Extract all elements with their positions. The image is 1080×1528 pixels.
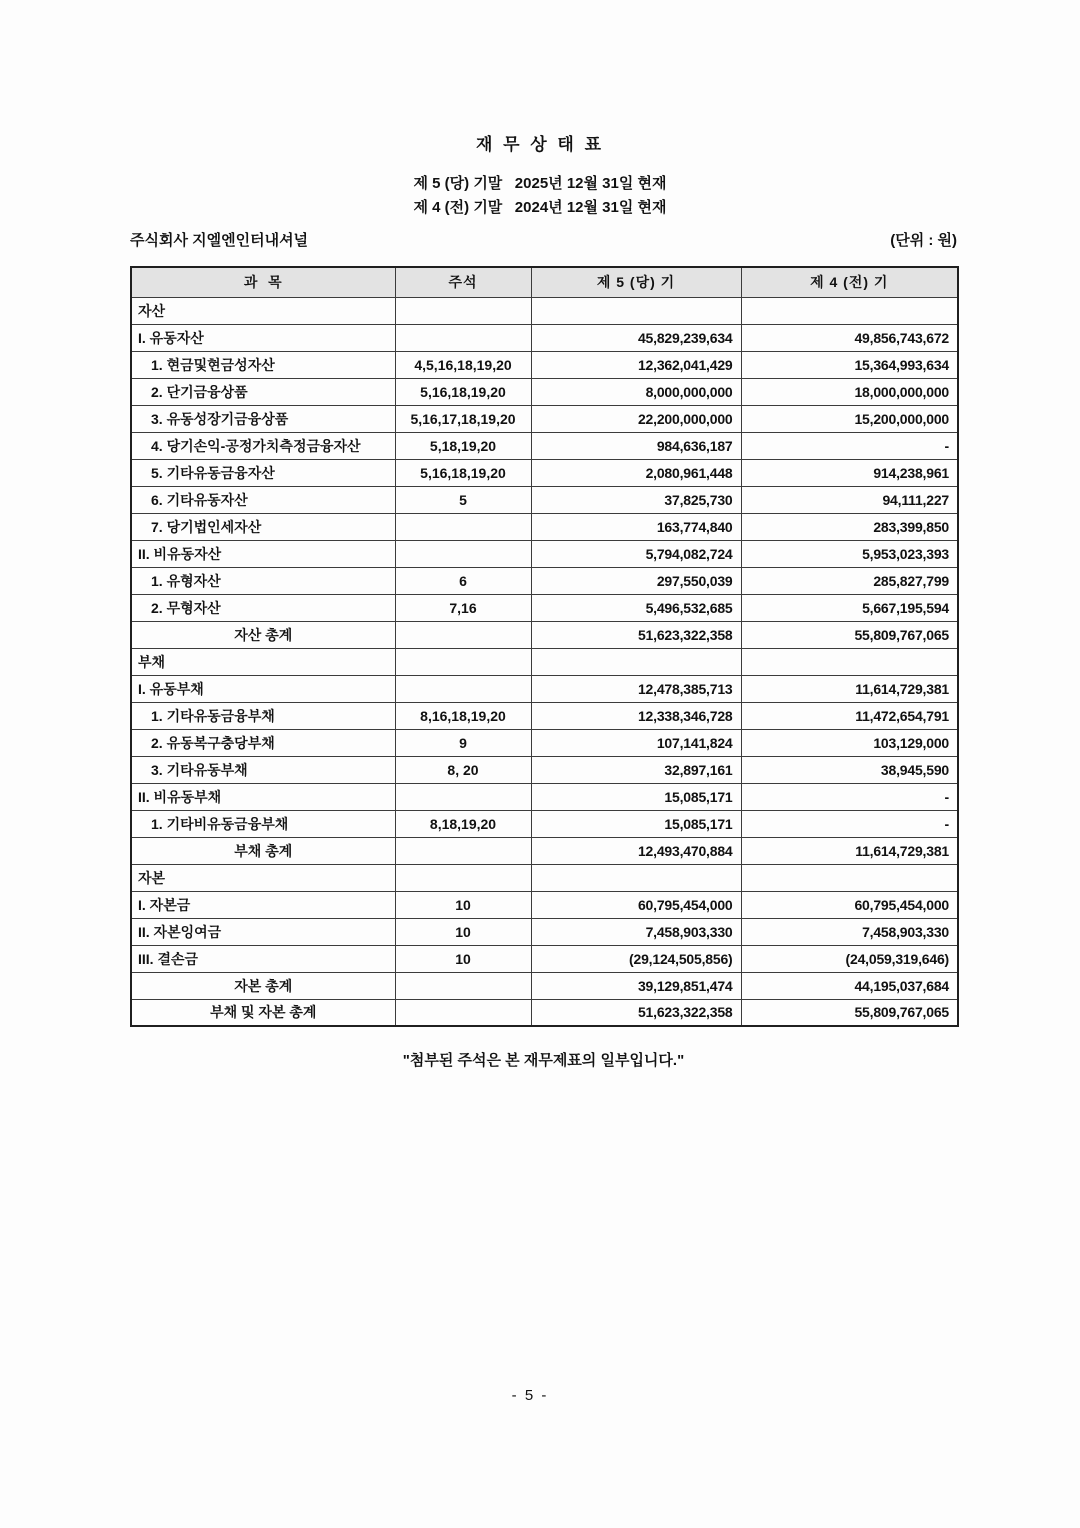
note-cell (395, 972, 531, 999)
note-cell (395, 324, 531, 351)
note-cell: 5 (395, 486, 531, 513)
note-cell: 7,16 (395, 594, 531, 621)
current-amount-cell: 5,794,082,724 (531, 540, 741, 567)
prior-amount-cell: 914,238,961 (741, 459, 958, 486)
note-cell: 5,16,17,18,19,20 (395, 405, 531, 432)
table-row (131, 783, 958, 810)
table-row (131, 918, 958, 945)
prior-amount-cell: - (741, 432, 958, 459)
note-cell (395, 864, 531, 891)
note-cell: 9 (395, 729, 531, 756)
prior-amount-cell: 5,667,195,594 (741, 594, 958, 621)
prior-amount-cell: 49,856,743,672 (741, 324, 958, 351)
account-label-cell: 자산 (131, 297, 395, 324)
prior-amount-cell: 5,953,023,393 (741, 540, 958, 567)
account-label-cell: 6. 기타유동자산 (131, 486, 395, 513)
prior-amount-cell: 44,195,037,684 (741, 972, 958, 999)
account-label-cell: I. 유동부채 (131, 675, 395, 702)
prior-amount-cell: 11,472,654,791 (741, 702, 958, 729)
col-header-note: 주석 (395, 267, 531, 297)
period-line-prior: 제 4 (전) 기말 2024년 12월 31일 현재 (413, 199, 667, 216)
account-label-cell: 1. 유형자산 (131, 567, 395, 594)
balance-sheet-table (130, 266, 959, 1027)
prior-amount-cell: 38,945,590 (741, 756, 958, 783)
account-label-cell: 부채 총계 (131, 837, 395, 864)
table-row (131, 729, 958, 756)
table-row (131, 594, 958, 621)
note-cell (395, 648, 531, 675)
note-cell (395, 297, 531, 324)
note-cell: 4,5,16,18,19,20 (395, 351, 531, 378)
col-header-current-period: 제 5 (당) 기 (531, 267, 741, 297)
account-label-cell: 자본 총계 (131, 972, 395, 999)
note-cell: 8,16,18,19,20 (395, 702, 531, 729)
account-label-cell: 2. 유동복구충당부채 (131, 729, 395, 756)
current-amount-cell: 984,636,187 (531, 432, 741, 459)
current-amount-cell: (29,124,505,856) (531, 945, 741, 972)
note-cell: 5,16,18,19,20 (395, 459, 531, 486)
page-number: - 5 - (511, 1387, 549, 1404)
account-label-cell: II. 비유동자산 (131, 540, 395, 567)
current-amount-cell: 22,200,000,000 (531, 405, 741, 432)
current-amount-cell (531, 297, 741, 324)
note-cell: 10 (395, 918, 531, 945)
note-cell: 8, 20 (395, 756, 531, 783)
current-amount-cell (531, 648, 741, 675)
note-cell: 6 (395, 567, 531, 594)
prior-amount-cell: 285,827,799 (741, 567, 958, 594)
account-label-cell: I. 자본금 (131, 891, 395, 918)
account-label-cell: 자본 (131, 864, 395, 891)
account-label-cell: 부채 및 자본 총계 (131, 999, 395, 1026)
account-label-cell: 1. 기타유동금융부채 (131, 702, 395, 729)
current-amount-cell: 12,493,470,884 (531, 837, 741, 864)
prior-amount-cell: 11,614,729,381 (741, 837, 958, 864)
table-row (131, 513, 958, 540)
table-row (131, 324, 958, 351)
current-amount-cell: 12,338,346,728 (531, 702, 741, 729)
table-row (131, 405, 958, 432)
account-label-cell: 2. 무형자산 (131, 594, 395, 621)
account-label-cell: 5. 기타유동금융자산 (131, 459, 395, 486)
table-row (131, 702, 958, 729)
prior-amount-cell: 15,200,000,000 (741, 405, 958, 432)
current-amount-cell: 8,000,000,000 (531, 378, 741, 405)
prior-amount-cell: 7,458,903,330 (741, 918, 958, 945)
prior-amount-cell: 60,795,454,000 (741, 891, 958, 918)
table-row (131, 540, 958, 567)
note-cell (395, 783, 531, 810)
prior-amount-cell: 18,000,000,000 (741, 378, 958, 405)
table-row (131, 837, 958, 864)
table-row (131, 432, 958, 459)
prior-amount-cell (741, 648, 958, 675)
account-label-cell: 부채 (131, 648, 395, 675)
current-amount-cell: 163,774,840 (531, 513, 741, 540)
table-row (131, 351, 958, 378)
table-row (131, 486, 958, 513)
note-cell: 5,16,18,19,20 (395, 378, 531, 405)
table-row (131, 378, 958, 405)
note-cell (395, 999, 531, 1026)
table-row (131, 621, 958, 648)
prior-amount-cell: 283,399,850 (741, 513, 958, 540)
account-label-cell: II. 비유동부채 (131, 783, 395, 810)
current-amount-cell: 51,623,322,358 (531, 999, 741, 1026)
current-amount-cell: 39,129,851,474 (531, 972, 741, 999)
table-row (131, 999, 958, 1026)
table-row (131, 675, 958, 702)
table-row (131, 297, 958, 324)
current-amount-cell: 37,825,730 (531, 486, 741, 513)
unit-label: (단위 : 원) (890, 232, 957, 249)
table-row (131, 945, 958, 972)
prior-amount-cell: 11,614,729,381 (741, 675, 958, 702)
period-line-current: 제 5 (당) 기말 2025년 12월 31일 현재 (413, 175, 667, 192)
account-label-cell: 자산 총계 (131, 621, 395, 648)
col-header-account: 과 목 (131, 267, 395, 297)
current-amount-cell: 45,829,239,634 (531, 324, 741, 351)
current-amount-cell: 12,362,041,429 (531, 351, 741, 378)
account-label-cell: III. 결손금 (131, 945, 395, 972)
current-amount-cell: 7,458,903,330 (531, 918, 741, 945)
account-label-cell: 2. 단기금융상품 (131, 378, 395, 405)
account-label-cell: I. 유동자산 (131, 324, 395, 351)
note-cell: 8,18,19,20 (395, 810, 531, 837)
prior-amount-cell (741, 297, 958, 324)
table-row (131, 756, 958, 783)
table-row (131, 891, 958, 918)
table-row (131, 864, 958, 891)
table-body (131, 297, 958, 1026)
note-cell (395, 837, 531, 864)
current-amount-cell: 5,496,532,685 (531, 594, 741, 621)
account-label-cell: 1. 기타비유동금융부채 (131, 810, 395, 837)
current-amount-cell: 297,550,039 (531, 567, 741, 594)
footnote: "첨부된 주석은 본 재무제표의 일부입니다." (402, 1052, 685, 1069)
prior-amount-cell: 55,809,767,065 (741, 999, 958, 1026)
prior-amount-cell: - (741, 810, 958, 837)
col-header-prior-period: 제 4 (전) 기 (741, 267, 958, 297)
period-block (0, 172, 1080, 220)
table-row (131, 810, 958, 837)
prior-amount-cell: (24,059,319,646) (741, 945, 958, 972)
note-cell (395, 675, 531, 702)
current-amount-cell (531, 864, 741, 891)
account-label-cell: 3. 유동성장기금융상품 (131, 405, 395, 432)
prior-amount-cell: 15,364,993,634 (741, 351, 958, 378)
current-amount-cell: 51,623,322,358 (531, 621, 741, 648)
prior-amount-cell: - (741, 783, 958, 810)
note-cell: 10 (395, 891, 531, 918)
table-row (131, 972, 958, 999)
document-title: 재 무 상 태 표 (475, 135, 604, 154)
account-label-cell: 7. 당기법인세자산 (131, 513, 395, 540)
company-name: 주식회사 지엘엔인터내셔널 (130, 232, 309, 249)
current-amount-cell: 15,085,171 (531, 783, 741, 810)
current-amount-cell: 12,478,385,713 (531, 675, 741, 702)
table-header-row (131, 267, 958, 297)
current-amount-cell: 32,897,161 (531, 756, 741, 783)
current-amount-cell: 60,795,454,000 (531, 891, 741, 918)
current-amount-cell: 2,080,961,448 (531, 459, 741, 486)
account-label-cell: 3. 기타유동부채 (131, 756, 395, 783)
prior-amount-cell: 94,111,227 (741, 486, 958, 513)
note-cell: 10 (395, 945, 531, 972)
prior-amount-cell: 103,129,000 (741, 729, 958, 756)
current-amount-cell: 15,085,171 (531, 810, 741, 837)
prior-amount-cell: 55,809,767,065 (741, 621, 958, 648)
table-row (131, 459, 958, 486)
prior-amount-cell (741, 864, 958, 891)
current-amount-cell: 107,141,824 (531, 729, 741, 756)
table-row (131, 567, 958, 594)
note-cell: 5,18,19,20 (395, 432, 531, 459)
note-cell (395, 540, 531, 567)
note-cell (395, 621, 531, 648)
account-label-cell: II. 자본잉여금 (131, 918, 395, 945)
account-label-cell: 1. 현금및현금성자산 (131, 351, 395, 378)
table-row (131, 648, 958, 675)
note-cell (395, 513, 531, 540)
meta-row (130, 229, 957, 250)
account-label-cell: 4. 당기손익-공정가치측정금융자산 (131, 432, 395, 459)
